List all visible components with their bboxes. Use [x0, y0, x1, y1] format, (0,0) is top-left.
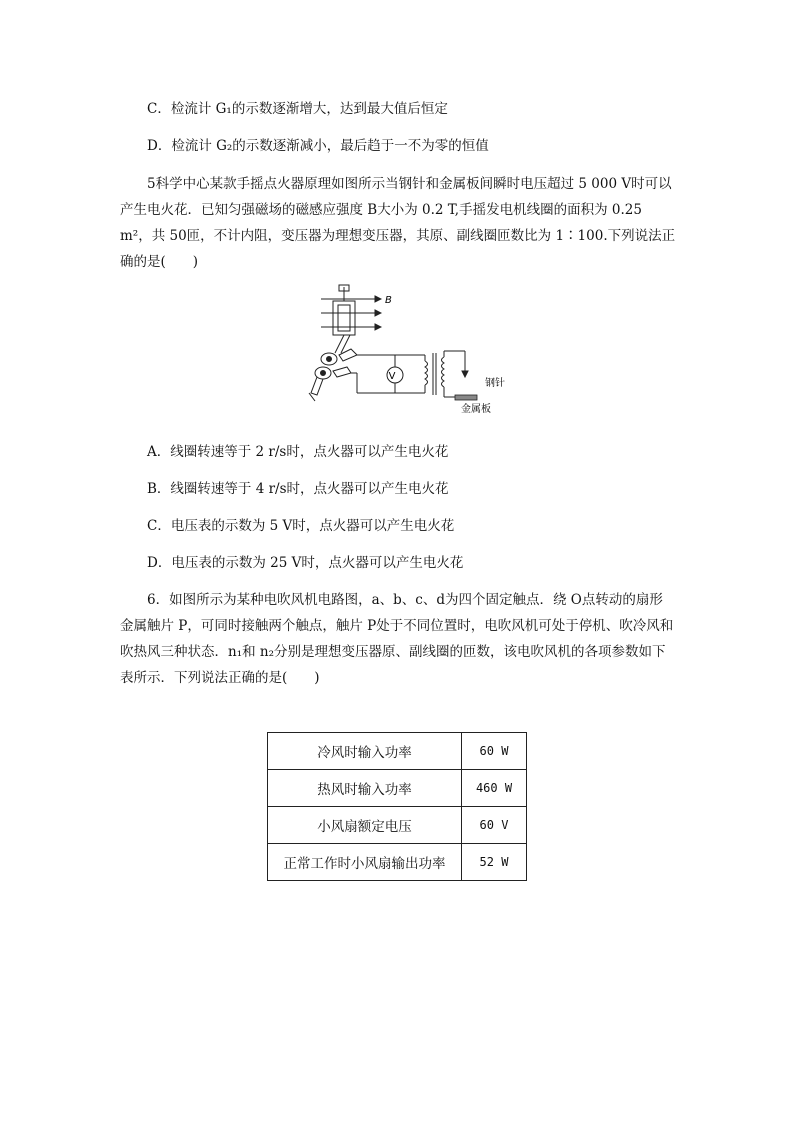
q5-stem	[120, 171, 676, 275]
q5-option-a: A．线圈转速等于 2 r/s时，点火器可以产生电火花	[147, 444, 449, 460]
needle-label: 钢针	[485, 378, 505, 389]
plate-label: 金属板	[461, 404, 491, 415]
param-value: 60 V	[462, 807, 527, 844]
voltmeter-label: V	[388, 371, 396, 382]
q6-parameter-table	[267, 732, 527, 881]
param-name: 正常工作时小风扇输出功率	[268, 844, 462, 881]
q4-option-d: D．检流计 G₂的示数逐渐减小，最后趋于一不为零的恒值	[147, 138, 489, 154]
table-row	[268, 807, 527, 844]
q6-stem	[120, 587, 676, 691]
metal-plate	[455, 395, 477, 400]
q5-option-b: B．线圈转速等于 4 r/s时，点火器可以产生电火花	[147, 481, 449, 497]
param-value: 460 W	[462, 770, 527, 807]
q6-stem-text: 6．如图所示为某种电吹风机电路图，a、b、c、d为四个固定触点．绕 O点转动的扇形金属触片 P，可同时接触两个触点，触片 P处于不同位置时，电吹风机可处于停机、吹冷风和吹热风三种状态．n₁和 n₂分别是理想变压器原、副线圈的匝数，该电吹风机的各项参数如下表所示．下列说法正确的是( )	[120, 592, 674, 686]
field-label: B	[385, 295, 392, 306]
param-value: 60 W	[462, 733, 527, 770]
table-row	[268, 770, 527, 807]
q5-option-d: D．电压表的示数为 25 V时，点火器可以产生电火花	[147, 555, 464, 571]
param-name: 小风扇额定电压	[268, 807, 462, 844]
param-value: 52 W	[462, 844, 527, 881]
param-name: 热风时输入功率	[268, 770, 462, 807]
q4-option-c: C．检流计 G₁的示数逐渐增大，达到最大值后恒定	[147, 101, 448, 117]
q5-igniter-figure	[295, 283, 510, 415]
q5-option-c: C．电压表的示数为 5 V时，点火器可以产生电火花	[147, 518, 455, 534]
param-name: 冷风时输入功率	[268, 733, 462, 770]
q5-stem-text: 5科学中心某款手摇点火器原理如图所示当钢针和金属板间瞬时电压超过 5 000 V时可以产生电火花．已知匀强磁场的磁感应强度 B大小为 0.2 T,手摇发电机线圈的面积为 0.25 m²，共 50匝，不计内阻，变压器为理想变压器，其原、副线圈匝数比为 1∶100.下列说法正确的是( )	[120, 176, 676, 270]
table-row	[268, 733, 527, 770]
table-row	[268, 844, 527, 881]
